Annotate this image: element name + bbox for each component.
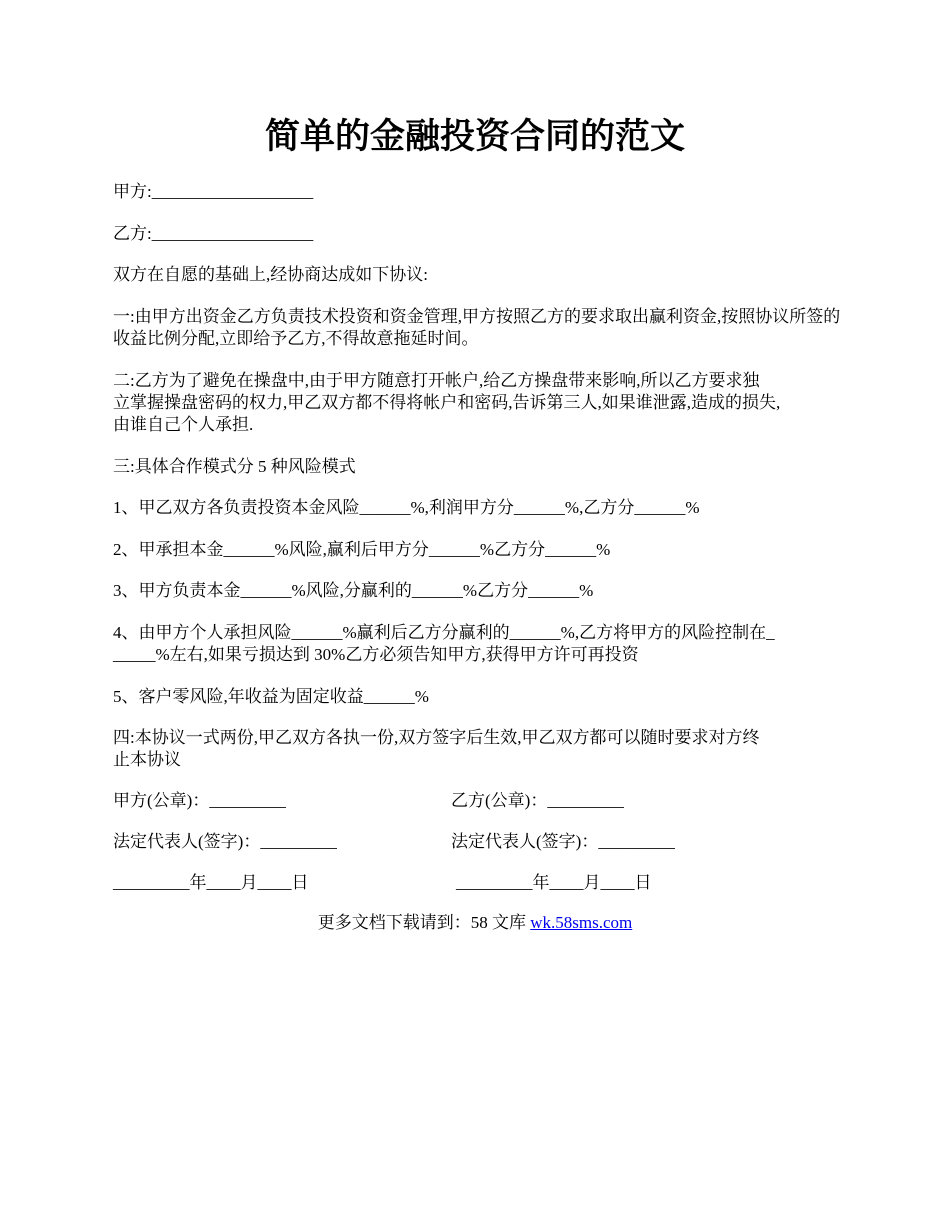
download-footer [0, 912, 950, 934]
mode-3: 3、甲方负责本金______%风险,分赢利的______%乙方分______% [113, 581, 594, 600]
party-b-seal-field: 乙方(公章)：_________ [451, 791, 624, 810]
footer-text: 更多文档下载请到：58 文库 [317, 913, 531, 932]
party-a-line: 甲方:___________________ [113, 182, 314, 201]
party-a-seal-field: 甲方(公章)：_________ [113, 791, 286, 810]
clause-2-line-1: 二:乙方为了避免在操盘中,由于甲方随意打开帐户,给乙方操盘带来影响,所以乙方要求独 [113, 371, 760, 390]
footer-link[interactable]: wk.58sms.com [530, 913, 633, 932]
mode-1: 1、甲乙双方各负责投资本金风险______%,利润甲方分______%,乙方分______% [113, 498, 700, 517]
clause-4-line-1: 四:本协议一式两份,甲乙双方各执一份,双方签字后生效,甲乙双方都可以随时要求对方终 [113, 728, 760, 747]
document-title: 简单的金融投资合同的范文 [264, 117, 685, 156]
mode-2: 2、甲承担本金______%风险,赢利后甲方分______%乙方分______% [113, 540, 611, 559]
clause-2-line-3: 由谁自己个人承担. [113, 415, 254, 434]
party-b-line: 乙方:___________________ [113, 224, 314, 243]
party-b-date-field: _________年____月____日 [456, 873, 652, 892]
clause-3: 三:具体合作模式分 5 种风险模式 [113, 457, 356, 476]
party-a-date-field: _________年____月____日 [113, 873, 309, 892]
clause-1: 一:由甲方出资金乙方负责技术投资和资金管理,甲方按照乙方的要求取出赢利资金,按照协议所签的收益比例分配,立即给予乙方,不得故意拖延时间。 [113, 307, 841, 348]
mode-4-line-1: 4、由甲方个人承担风险______%赢利后乙方分赢利的______%,乙方将甲方的风险控制在_ [113, 623, 775, 642]
party-a-representative-field: 法定代表人(签字)：_________ [113, 832, 337, 851]
party-b-representative-field: 法定代表人(签字)：_________ [451, 832, 675, 851]
clause-4-line-2: 止本协议 [113, 750, 181, 769]
clause-2-line-2: 立掌握操盘密码的权力,甲乙双方都不得将帐户和密码,告诉第三人,如果谁泄露,造成的损失, [113, 393, 781, 412]
mode-4-line-2: _____%左右,如果亏损达到 30%乙方必须告知甲方,获得甲方许可再投资 [113, 645, 639, 664]
mode-5: 5、客户零风险,年收益为固定收益______% [113, 687, 429, 706]
intro-paragraph: 双方在自愿的基础上,经协商达成如下协议: [113, 265, 428, 284]
